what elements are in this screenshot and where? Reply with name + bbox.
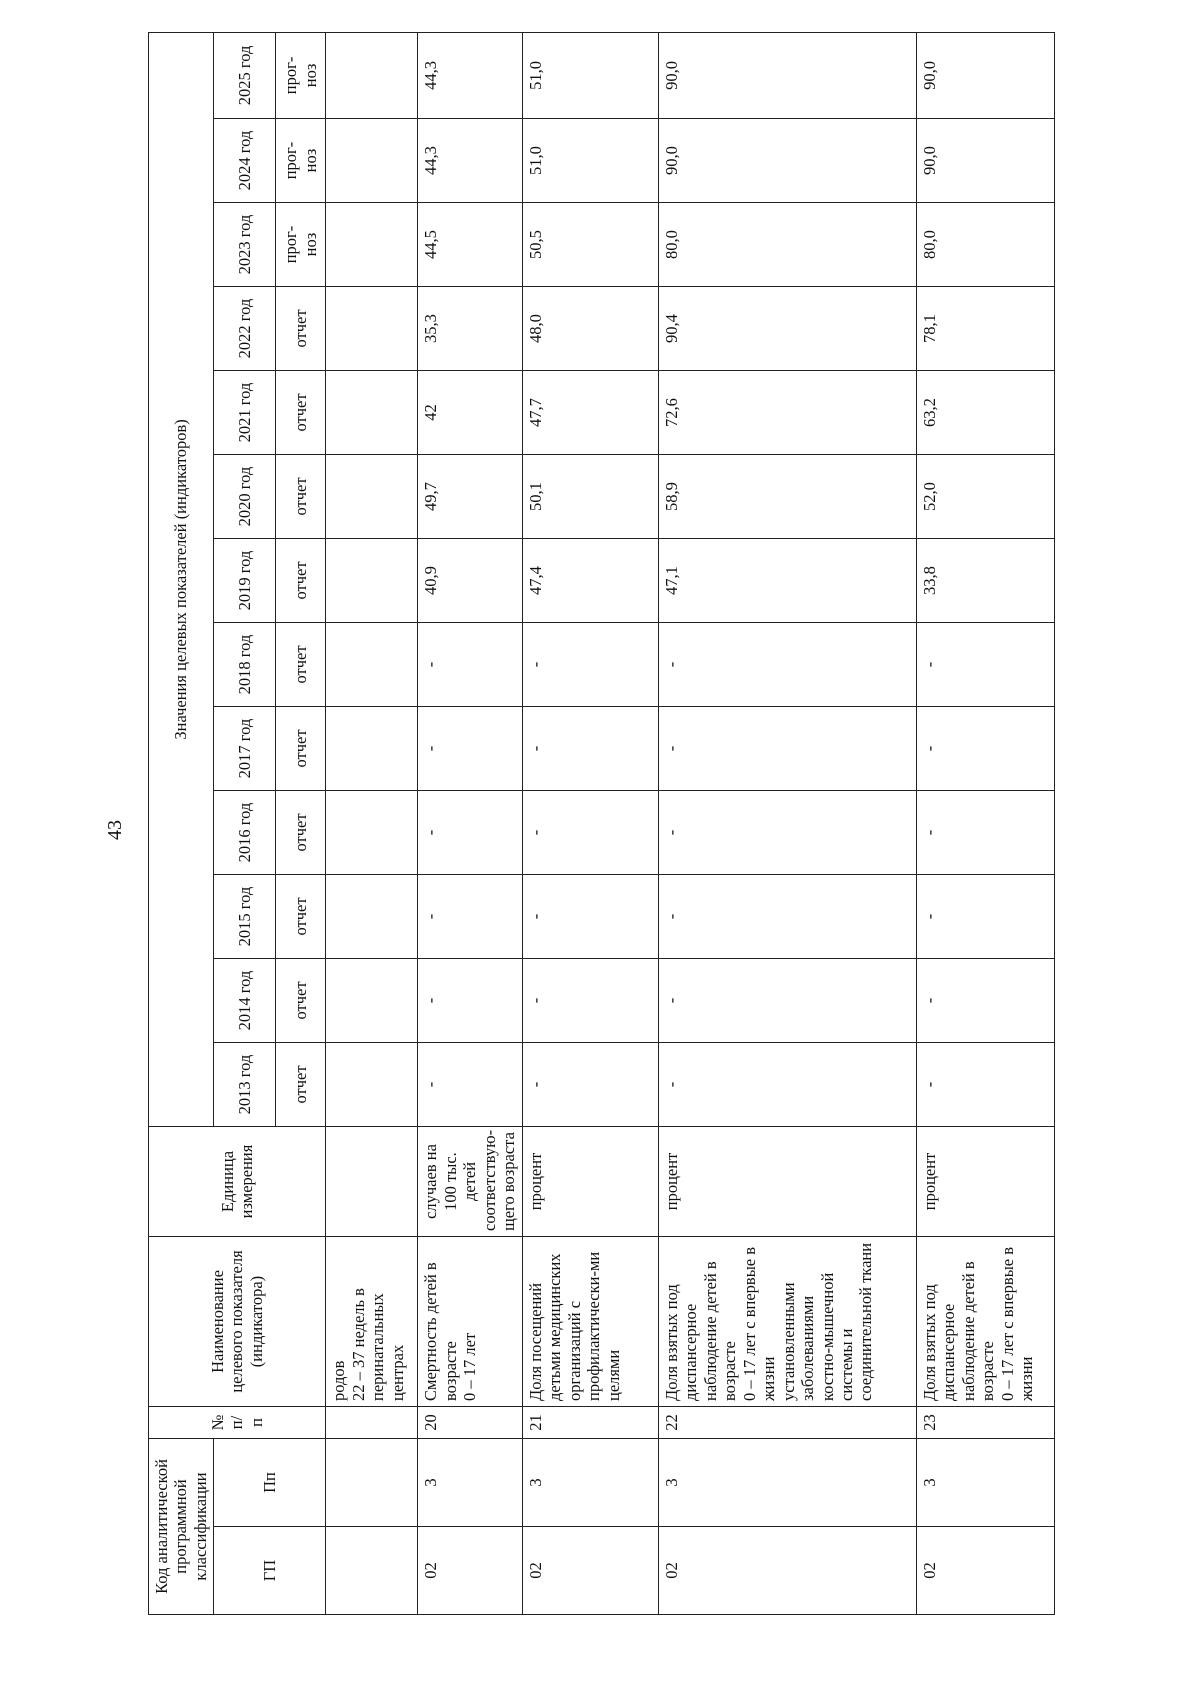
- value-cell: [326, 875, 418, 959]
- value-cell: -: [418, 791, 522, 875]
- gp-cell: 02: [916, 1527, 1054, 1615]
- indicator-name-cell: Смертность детей в возрасте 0 – 17 лет: [418, 1237, 522, 1407]
- type-header: прог- ноз: [276, 203, 326, 287]
- value-cell: [326, 371, 418, 455]
- pp-header: Пп: [214, 1439, 326, 1527]
- value-cell: 49,7: [418, 455, 522, 539]
- value-cell: 52,0: [916, 455, 1054, 539]
- indicator-name-cell: Доля взятых под диспансерное наблюдение детей в возрасте 0 – 17 лет с впервые в жизни: [916, 1237, 1054, 1407]
- unit-cell: [326, 1127, 418, 1237]
- number-cell: 23: [916, 1407, 1054, 1439]
- value-cell: 90,0: [658, 119, 916, 203]
- year-header: 2015 год: [214, 875, 276, 959]
- gp-cell: 02: [522, 1527, 658, 1615]
- pp-cell: 3: [418, 1439, 522, 1527]
- value-cell: [326, 791, 418, 875]
- value-cell: 63,2: [916, 371, 1054, 455]
- year-header: 2014 год: [214, 959, 276, 1043]
- type-header: отчет: [276, 791, 326, 875]
- indicator-name-cell: родов 22 – 37 недель в перинатальных центрах: [326, 1237, 418, 1407]
- value-cell: 44,5: [418, 203, 522, 287]
- value-cell: -: [916, 1043, 1054, 1127]
- value-cell: -: [522, 1043, 658, 1127]
- year-header: 2018 год: [214, 623, 276, 707]
- gp-cell: 02: [658, 1527, 916, 1615]
- year-header: 2020 год: [214, 455, 276, 539]
- value-cell: -: [658, 791, 916, 875]
- value-cell: -: [916, 959, 1054, 1043]
- value-cell: [326, 119, 418, 203]
- indicator-name-cell: Доля взятых под диспансерное наблюдение детей в возрасте 0 – 17 лет с впервые в жизни установленными заболеваниями костно-мышечной системы и соединительной ткани: [658, 1237, 916, 1407]
- type-header: отчет: [276, 707, 326, 791]
- number-header: № п/п: [149, 1407, 326, 1439]
- rotated-table-wrapper: [148, 33, 1096, 1615]
- table-body: [326, 32, 1054, 1614]
- unit-header: Единица измерения: [149, 1127, 326, 1237]
- value-cell: 47,7: [522, 371, 658, 455]
- pp-cell: 3: [522, 1439, 658, 1527]
- number-cell: 20: [418, 1407, 522, 1439]
- value-cell: 33,8: [916, 539, 1054, 623]
- value-cell: 50,1: [522, 455, 658, 539]
- value-cell: [326, 203, 418, 287]
- value-cell: [326, 707, 418, 791]
- value-cell: 58,9: [658, 455, 916, 539]
- type-header: отчет: [276, 455, 326, 539]
- type-header: прог- ноз: [276, 32, 326, 118]
- value-cell: [326, 1043, 418, 1127]
- value-cell: 90,0: [916, 119, 1054, 203]
- value-cell: 47,1: [658, 539, 916, 623]
- values-title-header: Значения целевых показателей (индикаторов): [149, 32, 214, 1126]
- value-cell: -: [658, 959, 916, 1043]
- gp-cell: [326, 1527, 418, 1615]
- table-row: [326, 32, 418, 1614]
- value-cell: -: [658, 1043, 916, 1127]
- table-row: [916, 32, 1054, 1614]
- value-cell: 80,0: [658, 203, 916, 287]
- value-cell: [326, 539, 418, 623]
- year-header: 2024 год: [214, 119, 276, 203]
- type-header: отчет: [276, 287, 326, 371]
- gp-header: ГП: [214, 1527, 326, 1615]
- value-cell: -: [418, 623, 522, 707]
- value-cell: -: [658, 707, 916, 791]
- value-cell: 44,3: [418, 32, 522, 118]
- type-header: отчет: [276, 1043, 326, 1127]
- pp-cell: 3: [658, 1439, 916, 1527]
- value-cell: -: [916, 791, 1054, 875]
- value-cell: 35,3: [418, 287, 522, 371]
- value-cell: [326, 623, 418, 707]
- unit-cell: процент: [916, 1127, 1054, 1237]
- indicator-name-cell: Доля посещений детьми медицинских организаций с профилактически-ми целями: [522, 1237, 658, 1407]
- value-cell: 80,0: [916, 203, 1054, 287]
- number-cell: 21: [522, 1407, 658, 1439]
- value-cell: [326, 455, 418, 539]
- value-cell: 42: [418, 371, 522, 455]
- value-cell: -: [418, 959, 522, 1043]
- value-cell: [326, 959, 418, 1043]
- page-number: 43: [104, 820, 126, 840]
- value-cell: -: [658, 623, 916, 707]
- value-cell: -: [418, 1043, 522, 1127]
- year-header: 2023 год: [214, 203, 276, 287]
- pp-cell: 3: [916, 1439, 1054, 1527]
- value-cell: 48,0: [522, 287, 658, 371]
- year-header: 2017 год: [214, 707, 276, 791]
- value-cell: -: [522, 707, 658, 791]
- value-cell: -: [522, 959, 658, 1043]
- year-header: 2013 год: [214, 1043, 276, 1127]
- value-cell: 47,4: [522, 539, 658, 623]
- value-cell: -: [658, 875, 916, 959]
- year-header: 2019 год: [214, 539, 276, 623]
- value-cell: 44,3: [418, 119, 522, 203]
- unit-cell: процент: [658, 1127, 916, 1237]
- value-cell: -: [418, 707, 522, 791]
- code-group-header: Код аналитической программной классификации: [149, 1439, 214, 1615]
- number-cell: [326, 1407, 418, 1439]
- unit-cell: процент: [522, 1127, 658, 1237]
- value-cell: 51,0: [522, 32, 658, 118]
- type-header: отчет: [276, 539, 326, 623]
- gp-cell: 02: [418, 1527, 522, 1615]
- value-cell: 51,0: [522, 119, 658, 203]
- value-cell: 72,6: [658, 371, 916, 455]
- value-cell: 90,0: [916, 32, 1054, 118]
- value-cell: -: [916, 875, 1054, 959]
- year-header: 2022 год: [214, 287, 276, 371]
- year-header: 2016 год: [214, 791, 276, 875]
- value-cell: -: [916, 707, 1054, 791]
- value-cell: 50,5: [522, 203, 658, 287]
- type-header: отчет: [276, 959, 326, 1043]
- year-header: 2021 год: [214, 371, 276, 455]
- unit-cell: случаев на 100 тыс. детей соответствую-щего возраста: [418, 1127, 522, 1237]
- type-header: отчет: [276, 623, 326, 707]
- value-cell: [326, 287, 418, 371]
- value-cell: [326, 32, 418, 118]
- value-cell: -: [522, 791, 658, 875]
- table-row: [418, 32, 522, 1614]
- table-row: [658, 32, 916, 1614]
- number-cell: 22: [658, 1407, 916, 1439]
- indicators-table: [148, 32, 1055, 1615]
- pp-cell: [326, 1439, 418, 1527]
- value-cell: 40,9: [418, 539, 522, 623]
- value-cell: -: [522, 875, 658, 959]
- value-cell: 90,4: [658, 287, 916, 371]
- value-cell: 90,0: [658, 32, 916, 118]
- value-cell: -: [418, 875, 522, 959]
- table-row: [522, 32, 658, 1614]
- value-cell: -: [522, 623, 658, 707]
- type-header: отчет: [276, 371, 326, 455]
- year-header: 2025 год: [214, 32, 276, 118]
- type-header: прог- ноз: [276, 119, 326, 203]
- type-header: отчет: [276, 875, 326, 959]
- value-cell: -: [916, 623, 1054, 707]
- value-cell: 78,1: [916, 287, 1054, 371]
- name-header: Наименование целевого показателя (индикатора): [149, 1237, 326, 1407]
